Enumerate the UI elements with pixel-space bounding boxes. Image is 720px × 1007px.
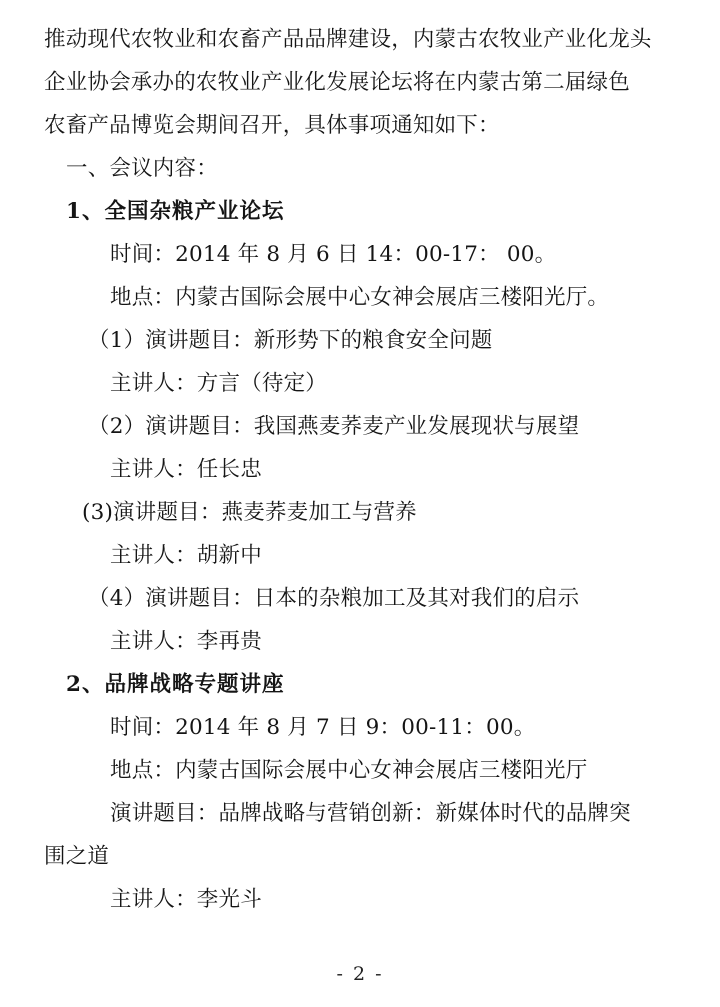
- text-line-speaker-5: 主讲人：李光斗: [110, 887, 262, 912]
- text-line-speaker-3: 主讲人：胡新中: [110, 543, 262, 568]
- text-line: 推动现代农牧业和农畜产品品牌建设，内蒙古农牧业产业化龙头: [44, 27, 652, 52]
- text-line-topic-1: （1）演讲题目：新形势下的粮食安全问题: [88, 328, 493, 353]
- section-heading-meeting-content: 一、会议内容：: [66, 156, 218, 181]
- text-line: 企业协会承办的农牧业产业化发展论坛将在内蒙古第二届绿色: [44, 70, 630, 95]
- text-line-time-2: 时间：2014 年 8 月 7 日 9：00-11：00。: [110, 715, 536, 740]
- document-body: [44, 18, 676, 921]
- text-line-topic-3: (3)演讲题目：燕麦荞麦加工与营养: [82, 500, 417, 525]
- text-line: 农畜产品博览会期间召开，具体事项通知如下：: [44, 113, 500, 138]
- text-line-topic-5-cont: 围之道: [44, 844, 110, 869]
- text-line-speaker-1: 主讲人：方言（待定）: [110, 371, 328, 396]
- subsection-heading-grain-forum: 1、全国杂粮产业论坛: [66, 199, 285, 224]
- text-line-topic-5: 演讲题目：品牌战略与营销创新：新媒体时代的品牌突: [110, 801, 631, 826]
- text-line-topic-4: （4）演讲题目：日本的杂粮加工及其对我们的启示: [88, 586, 580, 611]
- text-line-speaker-2: 主讲人：任长忠: [110, 457, 262, 482]
- text-line-topic-2: （2）演讲题目：我国燕麦荞麦产业发展现状与展望: [88, 414, 580, 439]
- subsection-heading-brand-strategy: 2、品牌战略专题讲座: [66, 672, 285, 697]
- text-line-location-2: 地点：内蒙古国际会展中心女神会展店三楼阳光厅: [110, 758, 588, 783]
- text-line-time: 时间：2014 年 8 月 6 日 14：00-17： 00。: [110, 242, 557, 267]
- page-number: - 2 -: [336, 963, 384, 985]
- text-line-location: 地点：内蒙古国际会展中心女神会展店三楼阳光厅。: [110, 285, 610, 310]
- text-line-speaker-4: 主讲人：李再贵: [110, 629, 262, 654]
